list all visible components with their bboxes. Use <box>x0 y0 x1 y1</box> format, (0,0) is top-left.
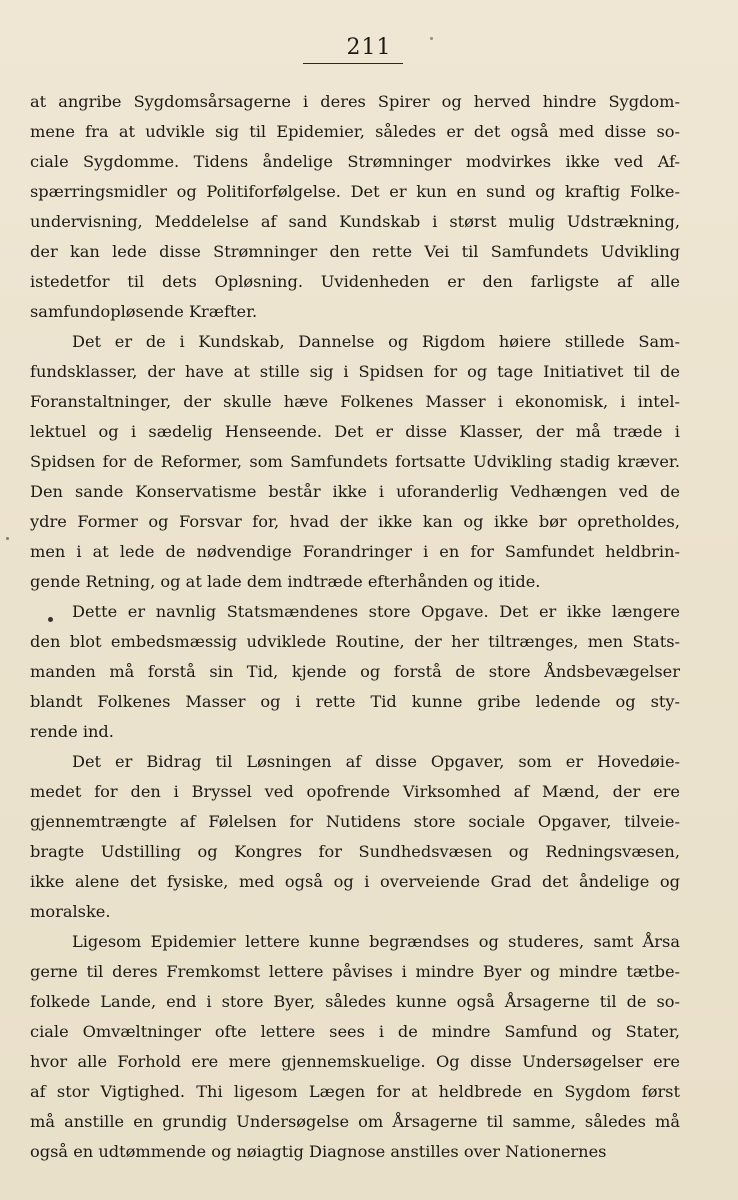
text-line: Det er Bidrag til Løsningen af disse Opgaver, som er Hovedøie- <box>72 752 680 771</box>
paragraph <box>30 87 680 327</box>
text-line: ciale Omvæltninger ofte lettere sees i de mindre Samfund og Stater, <box>30 1022 680 1041</box>
page-number: 211 <box>346 35 392 60</box>
text-line: undervisning, Meddelelse af sand Kundskab i størst mulig Udstrækning, <box>30 212 680 231</box>
text-line: ydre Former og Forsvar for, hvad der ikke kan og ikke bør opretholdes, <box>30 512 680 531</box>
text-line: af stor Vigtighed. Thi ligesom Lægen for at heldbrede en Sygdom først <box>30 1082 680 1101</box>
text-line: fundsklasser, der have at stille sig i Spidsen for og tage Initiativet til de <box>30 362 680 381</box>
text-line: ikke alene det fysiske, med også og i overveiende Grad det åndelige og <box>30 872 680 891</box>
text-line: hvor alle Forhold ere mere gjennemskuelige. Og disse Undersøgelser ere <box>30 1052 680 1071</box>
ink-speck <box>430 37 433 40</box>
paragraph <box>30 747 680 927</box>
text-line: Ligesom Epidemier lettere kunne begrændses og studeres, samt Årsa <box>72 932 680 951</box>
text-line: manden må forstå sin Tid, kjende og forstå de store Åndsbevægelser <box>30 662 680 681</box>
text-line: Det er de i Kundskab, Dannelse og Rigdom høiere stillede Sam- <box>72 332 680 351</box>
text-line: ciale Sygdomme. Tidens åndelige Strømninger modvirkes ikke ved Af- <box>30 152 680 171</box>
text-line: gende Retning, og at lade dem indtræde efterhånden og itide. <box>30 572 541 591</box>
text-line: Foranstaltninger, der skulle hæve Folkenes Masser i ekonomisk, i intel- <box>30 392 680 411</box>
header-rule <box>303 63 403 64</box>
text-line: folkede Lande, end i store Byer, således kunne også Årsagerne til de so- <box>30 992 680 1011</box>
text-line: at angribe Sygdomsårsagerne i deres Spirer og herved hindre Sygdom- <box>30 92 680 111</box>
text-line: gjennemtrængte af Følelsen for Nutidens store sociale Opgaver, tilveie- <box>30 812 680 831</box>
text-line: også en udtømmende og nøiagtig Diagnose anstilles over Nationernes <box>30 1142 607 1161</box>
text-line: men i at lede de nødvendige Forandringer i en for Samfundet heldbrin- <box>30 542 680 561</box>
text-line: den blot embedsmæssig udviklede Routine, der her tiltrænges, men Stats- <box>30 632 680 651</box>
text-line: bragte Udstilling og Kongres for Sundhedsvæsen og Redningsvæsen, <box>30 842 680 861</box>
text-line: mene fra at udvikle sig til Epidemier, således er det også med disse so- <box>30 122 680 141</box>
paragraph <box>30 327 680 597</box>
paragraph <box>30 927 680 1167</box>
ink-speck <box>6 537 9 540</box>
text-line: gerne til deres Fremkomst lettere påvises i mindre Byer og mindre tætbe- <box>30 962 680 981</box>
text-line: der kan lede disse Strømninger den rette Vei til Samfundets Udvikling <box>30 242 680 261</box>
page-header <box>0 35 738 61</box>
text-line: samfundopløsende Kræfter. <box>30 302 258 321</box>
ink-speck <box>48 617 53 622</box>
text-line: istedetfor til dets Opløsning. Uvidenheden er den farligste af alle <box>30 272 680 291</box>
text-line: medet for den i Bryssel ved opofrende Virksomhed af Mænd, der ere <box>30 782 680 801</box>
text-line: Dette er navnlig Statsmændenes store Opgave. Det er ikke længere <box>72 602 680 621</box>
text-line: moralske. <box>30 902 111 921</box>
paragraph <box>30 597 680 747</box>
body-text <box>30 87 680 1167</box>
text-line: spærringsmidler og Politiforfølgelse. Det er kun en sund og kraftig Folke- <box>30 182 680 201</box>
text-line: rende ind. <box>30 722 114 741</box>
text-line: lektuel og i sædelig Henseende. Det er disse Klasser, der må træde i <box>30 422 680 441</box>
text-line: må anstille en grundig Undersøgelse om Årsagerne til samme, således må <box>30 1112 680 1131</box>
text-line: Den sande Konservatisme består ikke i uforanderlig Vedhængen ved de <box>30 482 680 501</box>
text-line: Spidsen for de Reformer, som Samfundets fortsatte Udvikling stadig kræver. <box>30 452 680 471</box>
text-line: blandt Folkenes Masser og i rette Tid kunne gribe ledende og sty- <box>30 692 680 711</box>
